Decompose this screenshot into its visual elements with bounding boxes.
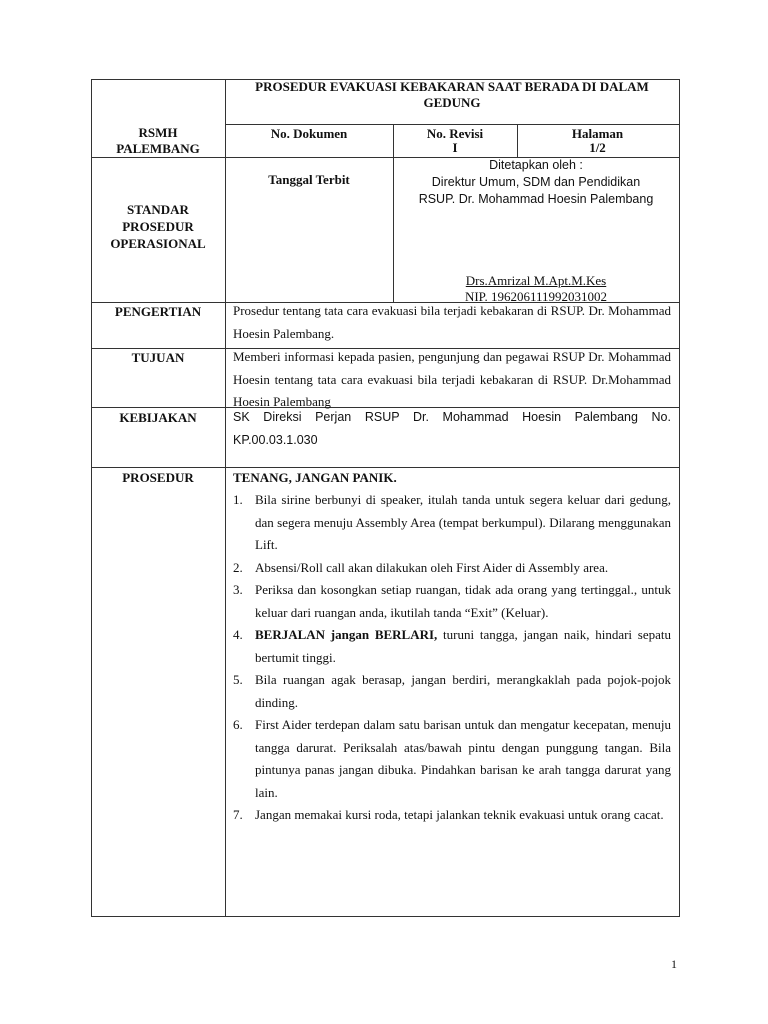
prosedur-heading: TENANG, JANGAN PANIK. [233, 470, 397, 485]
list-item: 2. Absensi/Roll call akan dilakukan oleh First Aider di Assembly area. [233, 559, 609, 575]
kebijakan-label: KEBIJAKAN [119, 410, 197, 425]
list-item: 5. Bila ruangan agak berasap, jangan berdiri, merangkaklah pada pojok-pojok dinding. [233, 672, 671, 710]
doc-number-label: No. Dokumen [270, 126, 348, 141]
tujuan-label: TUJUAN [131, 350, 185, 365]
list-item: 1. Bila sirine berbunyi di speaker, itulah tanda untuk segera keluar dari gedung, dan segera menuju Assembly Area (tempat berkumpul). Dilarang menggunakan Lift. [233, 492, 671, 552]
prosedur-label: PROSEDUR [122, 470, 194, 485]
date-label: Tanggal Terbit [268, 172, 350, 187]
procedure-steps [233, 489, 671, 827]
signer-nip: NIP. 196206111992031002 [464, 289, 608, 304]
approver-title-1: Direktur Umum, SDM dan Pendidikan [431, 175, 641, 189]
column-divider [225, 79, 226, 916]
list-item: 4. BERJALAN jangan BERLARI, turuni tangga, jangan naik, hindari sepatu bertumit tinggi. [233, 627, 671, 665]
pengertian-text: Prosedur tentang tata cara evakuasi bila terjadi kebakaran di RSUP. Dr. Mohammad Hoesin Palembang. [233, 303, 671, 341]
page-number: 1 [671, 957, 677, 971]
revision-value: I [452, 140, 458, 155]
row-divider [225, 124, 679, 125]
org-name: RSMH PALEMBANG [116, 125, 200, 156]
row-divider [91, 467, 679, 468]
approver-title-2: RSUP. Dr. Mohammad Hoesin Palembang [418, 192, 654, 206]
tujuan-text: Memberi informasi kepada pasien, pengunjung dan pegawai RSUP Dr. Mohammad Hoesin tentang tata cara evakuasi bila terjadi kebakaran di RSUP. Dr.Mohammad Hoesin Palembang [233, 349, 671, 409]
document-title: PROSEDUR EVAKUASI KEBAKARAN SAAT BERADA DI DALAM GEDUNG [255, 79, 649, 110]
pengertian-label: PENGERTIAN [114, 304, 202, 319]
list-item: 6. First Aider terdepan dalam satu barisan untuk dan mengatur kecepatan, menuju tangga darurat. Periksalah atas/bawah pintu dengan punggung tangan. Bila pintunya panas jangan dibuka. Pindahkan barisan ke arah tangga darurat yang lain. [233, 717, 671, 800]
sop-label: STANDAR PROSEDUR OPERASIONAL [110, 202, 206, 251]
page-label: Halaman [571, 126, 624, 141]
revision-label: No. Revisi [426, 126, 484, 141]
list-item: 7. Jangan memakai kursi roda, tetapi jalankan teknik evakuasi untuk orang cacat. [233, 807, 664, 822]
approved-by: Ditetapkan oleh : [489, 158, 583, 172]
signer-name: Drs.Amrizal M.Apt.M.Kes [465, 273, 607, 288]
list-item: 3. Periksa dan kosongkan setiap ruangan, tidak ada orang yang tertinggal., untuk keluar dari ruangan anda, ikutilah tanda “Exit” (Keluar). [233, 582, 671, 620]
kebijakan-text: SK Direksi Perjan RSUP Dr. Mohammad Hoesin Palembang No. KP.00.03.1.030 [233, 410, 671, 447]
page-value: 1/2 [589, 140, 606, 155]
